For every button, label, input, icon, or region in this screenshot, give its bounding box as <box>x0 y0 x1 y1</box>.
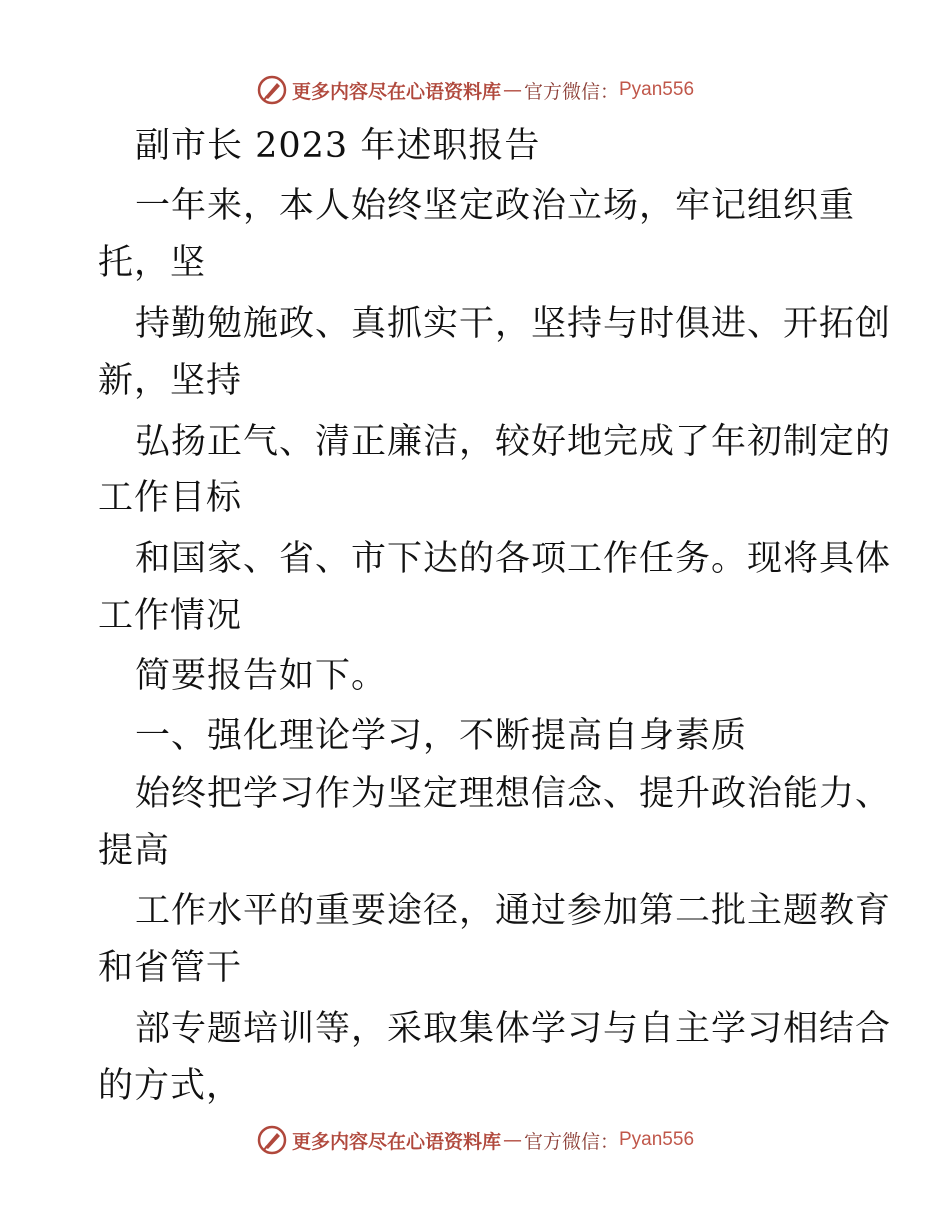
banner-dash: — <box>502 79 522 101</box>
banner-wechat-id: Pyan556 <box>619 1129 695 1150</box>
paragraph-line: 始终把学习作为坚定理想信念、提升政治能力、 <box>135 774 892 814</box>
paragraph-line: 托，坚 <box>98 243 207 283</box>
banner-site-text: 更多内容尽在心语资料库 <box>291 1130 501 1153</box>
paragraph-line: 和省管干 <box>98 948 243 988</box>
section-heading: 一、强化理论学习，不断提高自身素质 <box>135 716 748 756</box>
document-title: 副市长 2023 年述职报告 <box>135 126 541 166</box>
paragraph-line: 持勤勉施政、真抓实干，坚持与时俱进、开拓创 <box>135 304 892 344</box>
banner-dash: — <box>502 1129 522 1151</box>
paragraph-line: 工作水平的重要途径，通过参加第二批主题教育 <box>135 891 892 931</box>
quill-logo-icon <box>256 74 288 106</box>
quill-logo-icon <box>256 1124 288 1156</box>
paragraph-line: 提高 <box>98 831 171 871</box>
paragraph-line: 简要报告如下。 <box>135 656 388 696</box>
paragraph-line: 一年来，本人始终坚定政治立场，牢记组织重 <box>135 186 856 226</box>
banner-wechat-label: 官方微信： <box>523 1130 619 1153</box>
banner-site-text: 更多内容尽在心语资料库 <box>291 80 501 103</box>
paragraph-line: 工作目标 <box>98 478 243 518</box>
paragraph-line: 工作情况 <box>98 596 243 636</box>
banner-wechat-id: Pyan556 <box>619 79 695 100</box>
paragraph-line: 弘扬正气、清正廉洁，较好地完成了年初制定的 <box>135 422 892 462</box>
paragraph-line: 部专题培训等，采取集体学习与自主学习相结合 <box>135 1009 892 1049</box>
paragraph-line: 新，坚持 <box>98 361 243 401</box>
header-banner <box>0 70 950 110</box>
paragraph-line: 和国家、省、市下达的各项工作任务。现将具体 <box>135 539 892 579</box>
paragraph-line: 的方式， <box>98 1066 243 1106</box>
banner-wechat-label: 官方微信： <box>523 80 619 103</box>
footer-banner <box>0 1120 950 1160</box>
